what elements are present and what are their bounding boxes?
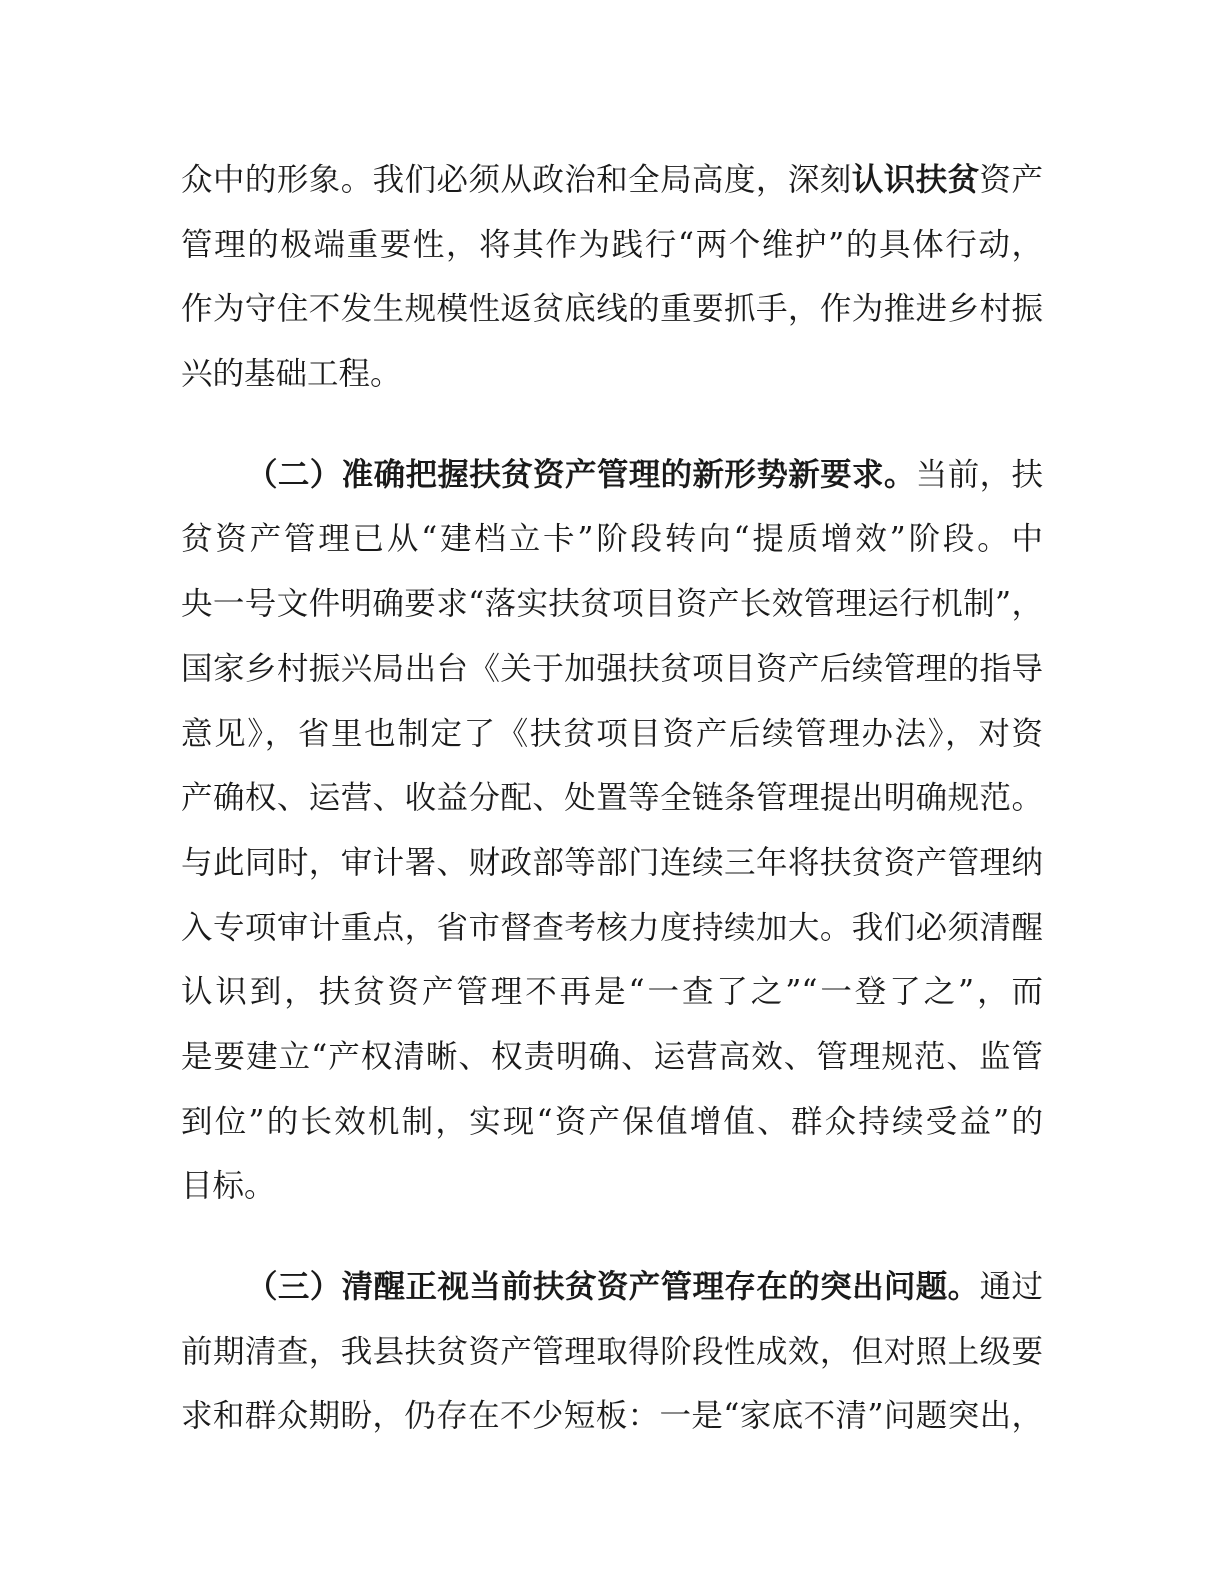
text-line: 国家乡村振兴局出台《关于加强扶贫项目资产后续管理的指导 [181, 650, 1043, 687]
text-line: 求和群众期盼，仍存在不少短板：一是“家底不清”问题突出， [181, 1398, 1043, 1435]
text-span: 众中的形象。我们必须从政治和全局高度，深刻 [181, 162, 852, 198]
text-line: 到位”的长效机制，实现“资产保值增值、群众持续受益”的 [181, 1103, 1043, 1140]
text-line: 产确权、运营、收益分配、处置等全链条管理提出明确规范。 [181, 780, 1043, 817]
text-line: 作为守住不发生规模性返贫底线的重要抓手，作为推进乡村振 [181, 291, 1043, 328]
text-line [181, 1255, 1043, 1320]
text-line: 是要建立“产权清晰、权责明确、运营高效、管理规范、监管 [181, 1038, 1043, 1075]
document-body [181, 148, 1043, 1449]
text-line: 入专项审计重点，省市督查考核力度持续加大。我们必须清醒 [181, 909, 1043, 946]
text-line: 管理的极端重要性，将其作为践行“两个维护”的具体行动， [181, 226, 1043, 263]
bold-text: 认识扶贫 [851, 162, 980, 198]
text-line: 目标。 [181, 1168, 276, 1205]
paragraph-2 [181, 443, 1043, 1219]
paragraph-1 [181, 148, 1043, 407]
text-line: 前期清查，我县扶贫资产管理取得阶段性成效，但对照上级要 [181, 1333, 1043, 1370]
text-line: 央一号文件明确要求“落实扶贫项目资产长效管理运行机制”， [181, 586, 1043, 623]
text-span: 通过 [979, 1269, 1043, 1305]
section-heading: （二）准确把握扶贫资产管理的新形势新要求。 [246, 456, 916, 493]
text-line: 贫资产管理已从“建档立卡”阶段转向“提质增效”阶段。中 [181, 521, 1043, 558]
text-line [181, 148, 1043, 213]
text-line: 意见》，省里也制定了《扶贫项目资产后续管理办法》，对资 [181, 715, 1043, 752]
text-line: 认识到，扶贫资产管理不再是“一查了之”“一登了之”，而 [181, 974, 1043, 1011]
paragraph-3 [181, 1255, 1043, 1449]
text-line: 兴的基础工程。 [181, 356, 402, 393]
text-span: 当前，扶 [915, 456, 1043, 493]
text-span: 资产 [979, 162, 1043, 198]
paragraph-gap [181, 1219, 1043, 1255]
text-line: 与此同时，审计署、财政部等部门连续三年将扶贫资产管理纳 [181, 844, 1043, 881]
section-heading: （三）清醒正视当前扶贫资产管理存在的突出问题。 [246, 1269, 980, 1305]
text-line [181, 443, 1043, 508]
paragraph-gap [181, 407, 1043, 443]
